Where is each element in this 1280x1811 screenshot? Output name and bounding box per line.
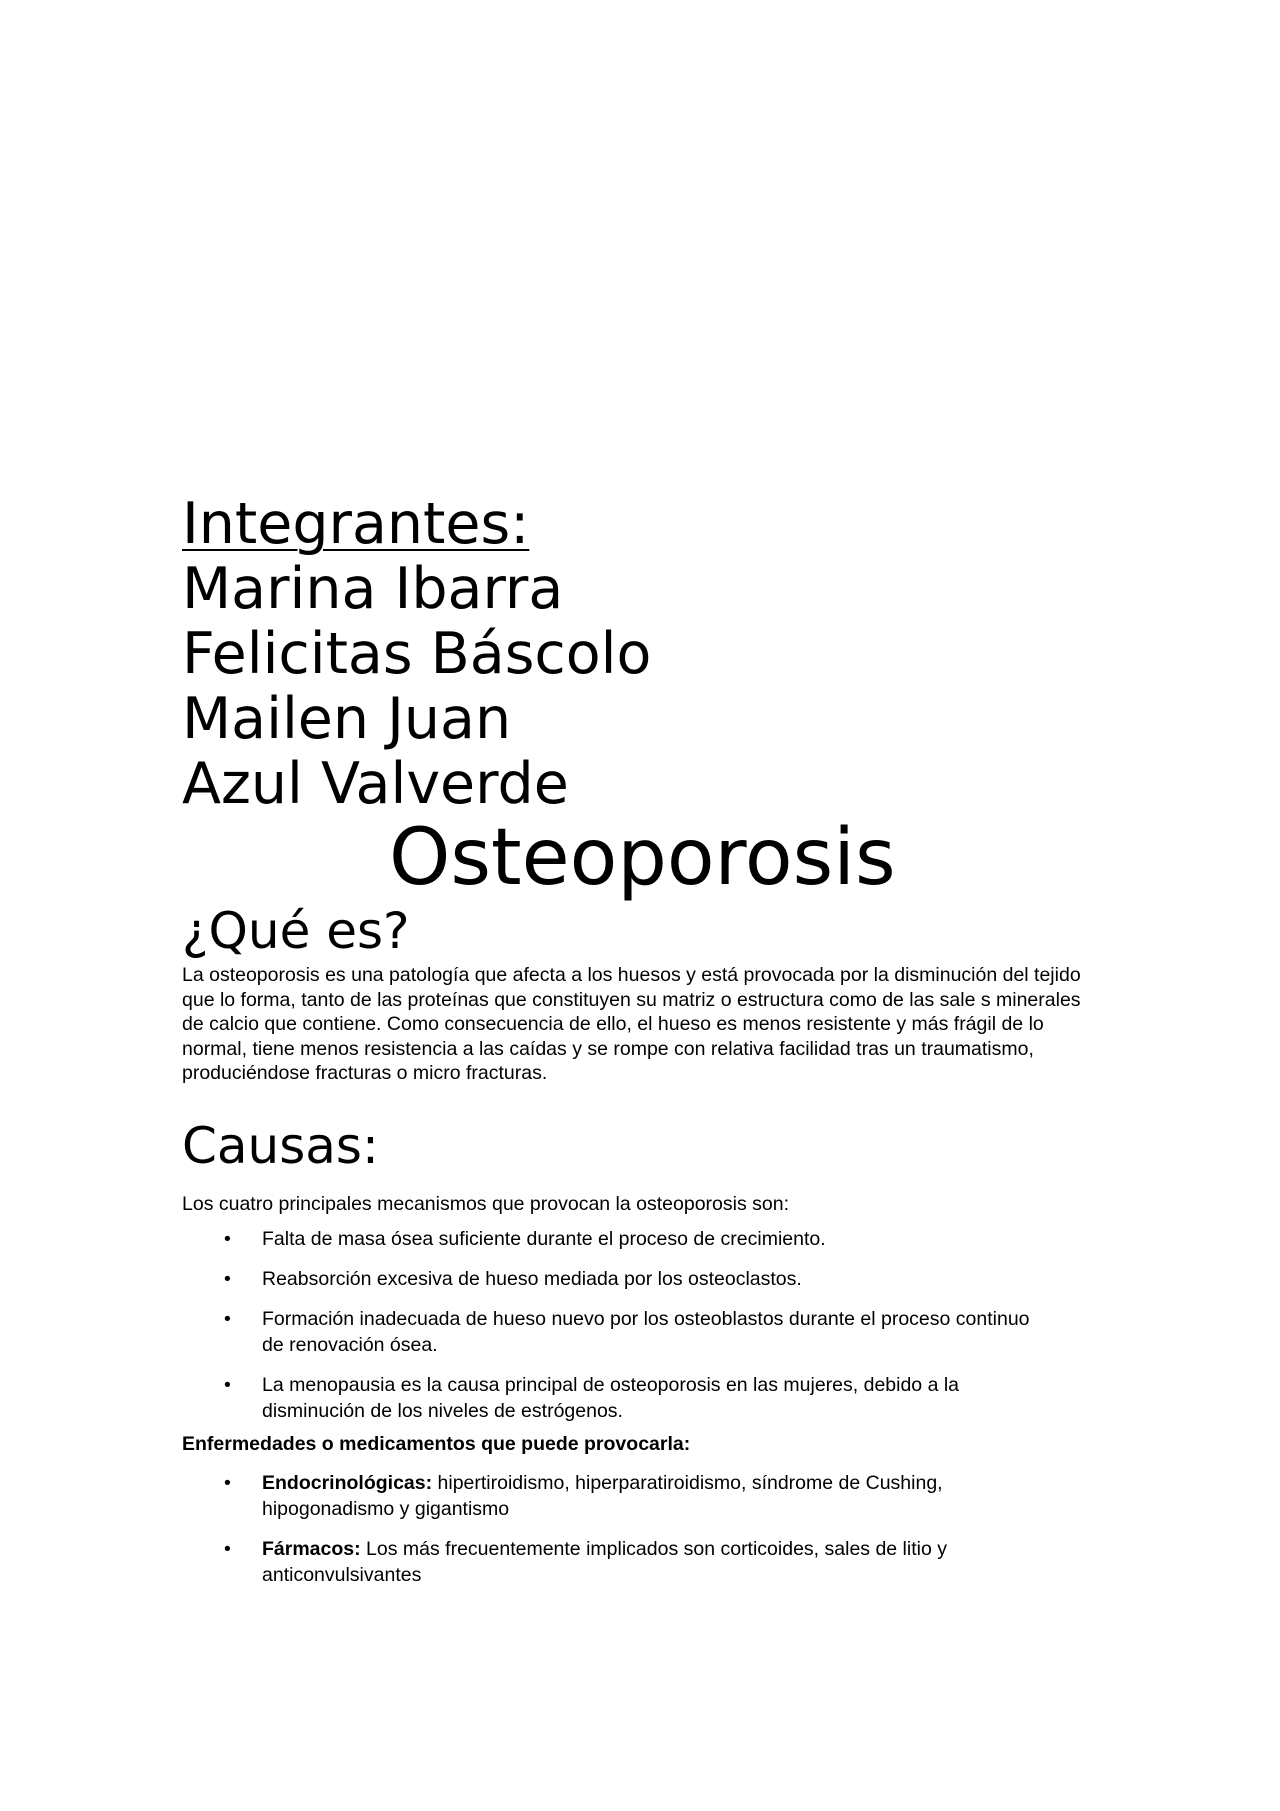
- bullet-icon: •: [224, 1373, 231, 1396]
- causas-list: [182, 1226, 1102, 1424]
- list-item-text: La menopausia es la causa principal de osteoporosis en las mujeres, debido a la disminución de los niveles de estrógenos.: [262, 1373, 960, 1422]
- bullet-icon: •: [224, 1227, 231, 1250]
- member-name: Azul Valverde: [182, 751, 569, 817]
- list-item-label: Endocrinológicas:: [262, 1471, 433, 1494]
- list-item-text: Formación inadecuada de hueso nuevo por los osteoblastos durante el proceso continuo de renovación ósea.: [262, 1307, 1030, 1356]
- document-title: Osteoporosis: [389, 813, 896, 903]
- list-item-label: Fármacos:: [262, 1537, 361, 1560]
- list-item: [182, 1470, 1042, 1522]
- list-item: [182, 1226, 1042, 1252]
- bullet-icon: •: [224, 1307, 231, 1330]
- list-item-text: Reabsorción excesiva de hueso mediada por los osteoclastos.: [262, 1267, 802, 1290]
- list-item: [182, 1372, 1042, 1424]
- bullet-icon: •: [224, 1267, 231, 1290]
- member-name: Mailen Juan: [182, 686, 512, 752]
- list-item: [182, 1536, 1042, 1588]
- enfermedades-list: [182, 1470, 1102, 1588]
- document-content: [182, 492, 1102, 1602]
- que-es-paragraph: La osteoporosis es una patología que afecta a los huesos y está provocada por la disminución del tejido que lo forma, tanto de las proteínas que constituyen su matriz o estructura como de las sale s minerales de calcio que contiene. Como consecuencia de ello, el hueso es menos resistente y más frágil de lo normal, tiene menos resistencia a las caídas y se rompe con relativa facilidad tras un traumatismo, produciéndose fracturas o micro fracturas.: [182, 964, 1081, 1084]
- enfermedades-heading: Enfermedades o medicamentos que puede provocarla:: [182, 1432, 691, 1455]
- causas-heading: Causas:: [182, 1116, 379, 1175]
- list-item-text: hipertiroidismo, hiperparatiroidismo, síndrome de Cushing, hipogonadismo y gigantismo: [262, 1471, 943, 1520]
- causas-intro: Los cuatro principales mecanismos que provocan la osteoporosis son:: [182, 1192, 789, 1215]
- members-heading: Integrantes:: [182, 491, 530, 557]
- member-name: Marina Ibarra: [182, 556, 564, 622]
- list-item: [182, 1266, 1042, 1292]
- list-item-text: Los más frecuentemente implicados son corticoides, sales de litio y anticonvulsivantes: [262, 1537, 947, 1586]
- bullet-icon: •: [224, 1471, 231, 1494]
- list-item: [182, 1306, 1042, 1358]
- member-name: Felicitas Báscolo: [182, 621, 652, 687]
- list-item-text: Falta de masa ósea suficiente durante el proceso de crecimiento.: [262, 1227, 826, 1250]
- que-es-heading: ¿Qué es?: [182, 902, 410, 960]
- bullet-icon: •: [224, 1537, 231, 1560]
